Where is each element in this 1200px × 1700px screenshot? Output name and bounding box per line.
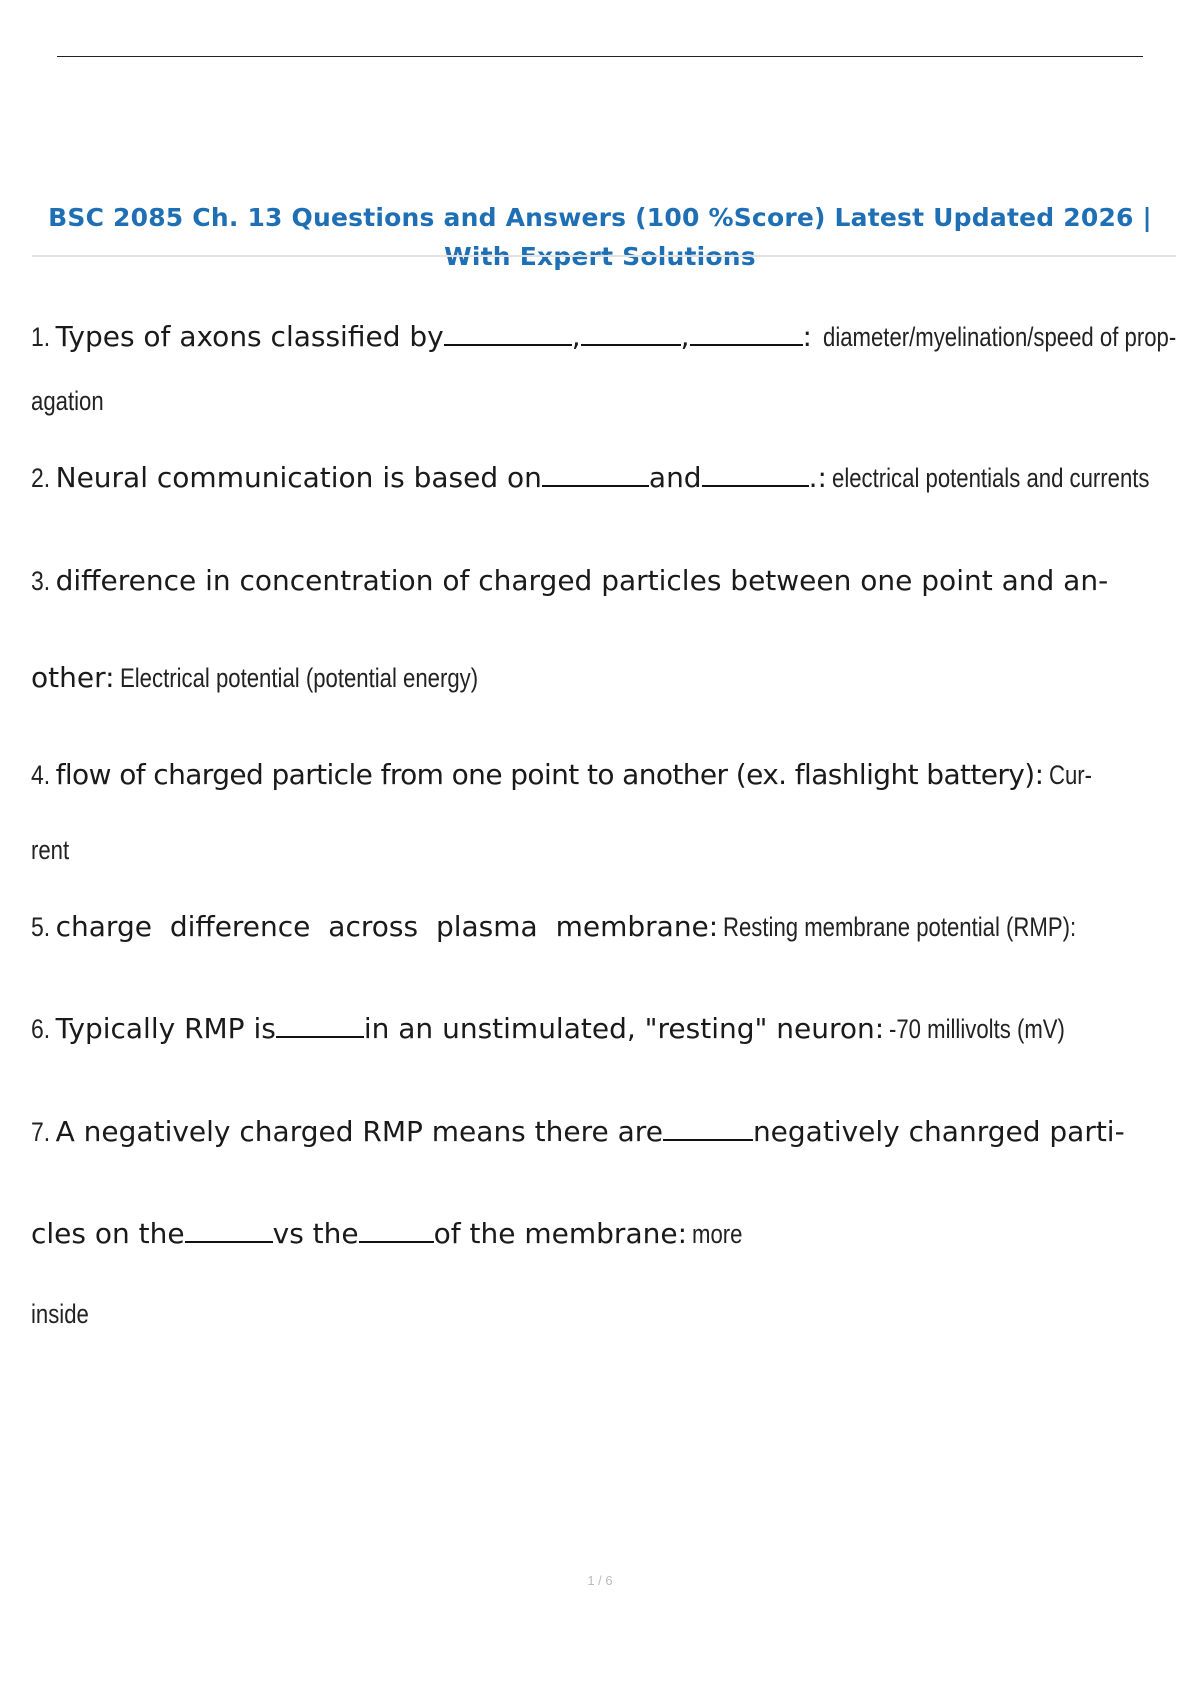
question-text-cont: of the membrane:	[433, 1217, 688, 1250]
question-text: A negatively charged RMP means there are	[55, 1115, 663, 1148]
question-number: 6.	[31, 1014, 51, 1044]
answer-text: electrical potentials and currents	[832, 463, 1150, 493]
question-text: and	[648, 461, 702, 494]
answer-blank	[444, 343, 572, 346]
question-number: 1.	[31, 322, 51, 352]
document-title	[24, 198, 1176, 276]
question-text: in an unstimulated, "resting" neuron:	[363, 1012, 885, 1045]
question-text: flow of charged particle from one point to another (ex. flashlight battery):	[55, 758, 1044, 791]
question-number: 2.	[31, 463, 51, 493]
answer-blank	[542, 484, 649, 487]
question-text: Types of axons classified by	[55, 320, 444, 353]
answer-text: more	[692, 1219, 743, 1249]
answer-text-cont: inside	[31, 1299, 89, 1329]
question-number: 7.	[31, 1117, 51, 1147]
answer-text: Resting membrane potential (RMP):	[723, 912, 1077, 942]
question-text: difference in concentration of charged particles between one point and an-	[55, 564, 1109, 597]
answer-blank	[276, 1035, 364, 1038]
answer-blank	[702, 484, 809, 487]
question-number: 4.	[31, 760, 51, 790]
page-indicator: 1 / 6	[587, 1573, 613, 1588]
question-number: 3.	[31, 566, 51, 596]
separator: ,	[680, 320, 690, 353]
question-text: Neural communication is based on	[55, 461, 542, 494]
separator: :	[802, 320, 812, 353]
question-number: 5.	[31, 912, 51, 942]
separator: .:	[808, 461, 827, 494]
question-text-cont: other:	[31, 661, 115, 694]
answer-blank	[359, 1240, 434, 1243]
question-text: Typically RMP is	[55, 1012, 276, 1045]
answer-text: Cur-	[1048, 760, 1092, 790]
title-underline	[32, 255, 1176, 257]
header-rule	[57, 56, 1143, 57]
answer-text: -70 millivolts (mV)	[889, 1014, 1066, 1044]
question-text: negatively chanrged parti-	[752, 1115, 1125, 1148]
answer-blank	[663, 1138, 753, 1141]
answer-text-cont: agation	[31, 386, 104, 416]
answer-text: Electrical potential (potential energy)	[119, 663, 478, 693]
answer-text: diameter/myelination/speed of prop-	[823, 322, 1177, 352]
answer-blank	[690, 343, 803, 346]
answer-blank	[185, 1240, 273, 1243]
question-text-cont: cles on the	[31, 1217, 185, 1250]
question-text-cont: vs the	[272, 1217, 359, 1250]
title-line-2: With Expert Solutions	[444, 242, 756, 271]
question-text: charge difference across plasma membrane:	[55, 910, 719, 943]
answer-blank	[581, 343, 681, 346]
title-line-1: BSC 2085 Ch. 13 Questions and Answers (100 %Score) Latest Updated 2026 |	[48, 203, 1152, 232]
separator: ,	[571, 320, 581, 353]
answer-text-cont: rent	[31, 835, 70, 865]
